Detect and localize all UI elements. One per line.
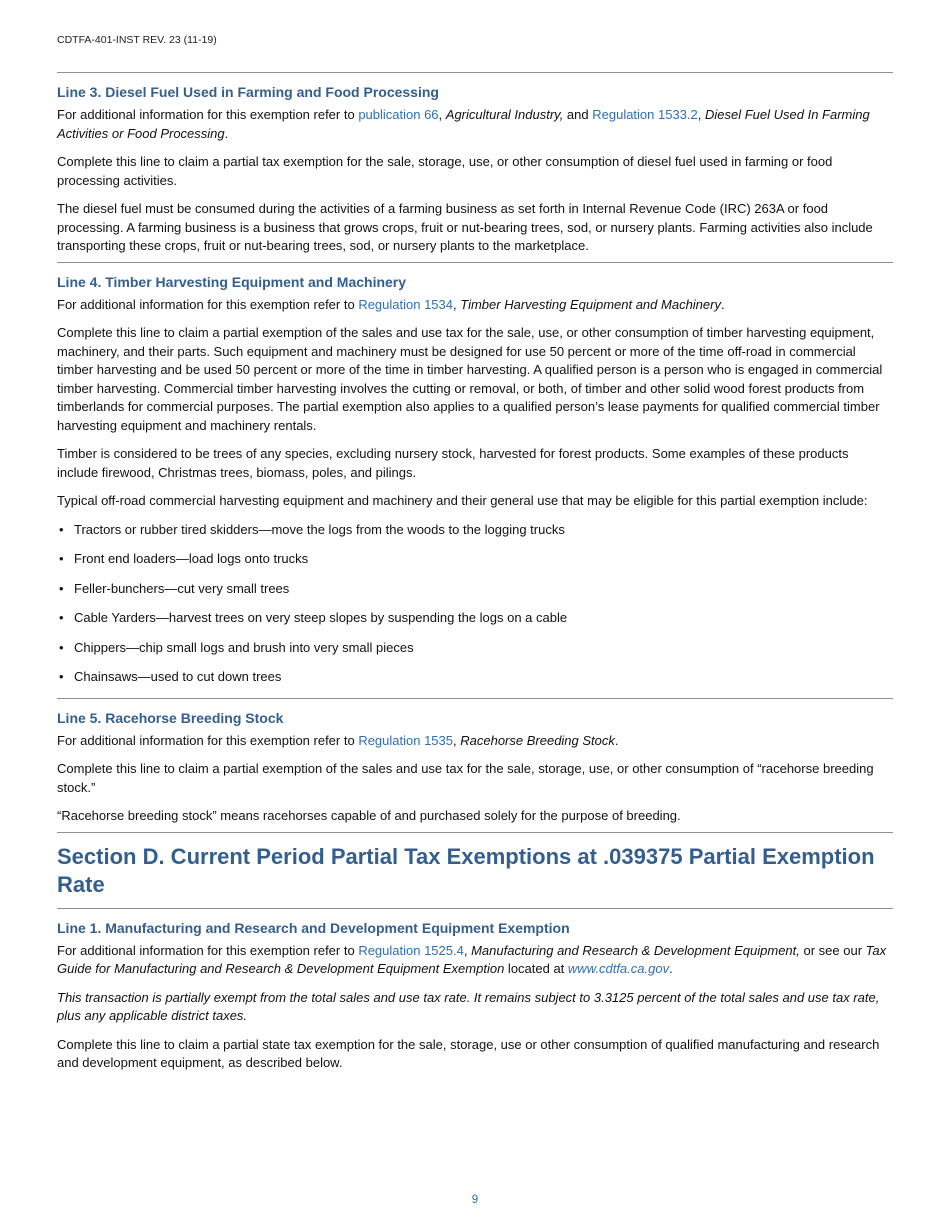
section-line4 — [57, 273, 893, 687]
text-segment: and — [563, 107, 593, 122]
text-segment: , — [453, 732, 461, 748]
text-segment: , — [463, 942, 472, 958]
section-divider — [57, 262, 893, 263]
paragraph — [57, 106, 893, 143]
section-divider — [57, 908, 893, 909]
bullet-item: • Tractors or rubber tired skidders—move the logs from the woods to the logging trucks — [57, 521, 893, 540]
text-segment: Diesel Fuel Used In Farming Activities or Food Processing — [57, 107, 870, 141]
paragraph — [57, 296, 893, 315]
text-segment: Tax Guide for Manufacturing and Research & Development Equipment Exemption — [57, 942, 887, 976]
paragraph: “Racehorse breeding stock” means racehorses capable of and purchased solely for the purpose of breeding. — [57, 808, 681, 823]
bullet-item: • Cable Yarders—harvest trees on very steep slopes by suspending the logs on a cable — [57, 609, 893, 628]
heading-line5: Line 5. Racehorse Breeding Stock — [57, 709, 284, 726]
text-segment: . — [224, 125, 229, 141]
text-segment: , — [453, 296, 461, 312]
paragraph: Complete this line to claim a partial exemption of the sales and use tax for the sale, use, or other consumption of timber harvesting equipment, machinery, and their parts. Such equipment and machinery must be designed for use 50 percent or more of the time off-road in commercial timber harvesting and be used 50 percent or more of the time in timber harvesting. A qualified person is a person who is engaged in commercial timber harvesting. Commercial timber harvesting involves the cutting or removal, or both, of timber and other solid wood forest products from timberlands for commercial purposes. The partial exemption also applies to a qualified person’s lease payments for qualified commercial timber harvesting equipment and machinery rentals. — [57, 325, 883, 433]
text-segment: located at — [504, 961, 568, 976]
text-segment: , — [697, 107, 705, 122]
paragraph — [57, 732, 893, 751]
paragraph-italic-note: This transaction is partially exempt from the total sales and use tax rate. It remains subject to 3.3125 percent of the total sales and use tax rate, plus any applicable district taxes. — [57, 989, 880, 1023]
page-number: 9 — [471, 1194, 479, 1206]
paragraph: Timber is considered to be trees of any species, excluding nursery stock, harvested for forest products. Some examples of these products include firewood, Christmas trees, biomass, poles, and pilings. — [57, 446, 849, 480]
text-link[interactable]: publication 66 — [358, 107, 439, 122]
bullet-item: • Chippers—chip small logs and brush into very small pieces — [57, 639, 893, 658]
paragraph: Typical off-road commercial harvesting equipment and machinery and their general use that may be eligible for this partial exemption include: — [57, 493, 868, 508]
text-link[interactable]: Regulation 1525.4 — [358, 942, 464, 958]
text-link[interactable]: www.cdtfa.ca.gov — [567, 961, 670, 976]
equipment-bullet-list — [57, 521, 893, 687]
paragraph: The diesel fuel must be consumed during the activities of a farming business as set forth in Internal Revenue Code (IRC) 263A or food processing. A farming business is a business that grows crops, fruit or nut-bearing trees, sod, or nursery plants. Farming activities also include transporting these crops, fruit or nut-bearing trees, sod, or nursery plants to the marketplace. — [57, 201, 873, 253]
text-segment: or see our — [799, 942, 866, 958]
text-link[interactable]: Regulation 1534 — [358, 296, 454, 312]
heading-line4: Line 4. Timber Harvesting Equipment and Machinery — [57, 273, 407, 290]
document-id: CDTFA-401-INST REV. 23 (11-19) — [57, 34, 217, 46]
section-line5 — [57, 709, 893, 826]
heading-line1: Line 1. Manufacturing and Research and Development Equipment Exemption — [57, 919, 570, 936]
text-segment: Manufacturing and Research & Development Equipment, — [471, 942, 800, 958]
text-segment: , — [438, 107, 446, 122]
paragraph: Complete this line to claim a partial exemption of the sales and use tax for the sale, storage, use, or other consumption of “racehorse breeding stock.” — [57, 761, 874, 795]
text-segment: Racehorse Breeding Stock — [460, 732, 615, 748]
text-segment: . — [720, 296, 725, 312]
section-divider — [57, 72, 893, 73]
text-link[interactable]: Regulation 1533.2 — [592, 107, 698, 122]
text-segment: . — [669, 961, 673, 976]
heading-line3: Line 3. Diesel Fuel Used in Farming and Food Processing — [57, 84, 439, 100]
text-segment: For additional information for this exemption refer to — [57, 296, 359, 312]
bullet-item: • Feller-bunchers—cut very small trees — [57, 580, 893, 599]
text-segment: For additional information for this exemption refer to — [57, 942, 359, 958]
section-divider — [57, 698, 893, 699]
text-segment: For additional information for this exemption refer to — [57, 732, 359, 748]
bullet-item: • Chainsaws—used to cut down trees — [57, 668, 893, 687]
text-segment: . — [614, 732, 619, 748]
text-segment: For additional information for this exemption refer to — [57, 107, 359, 122]
text-segment: Agricultural Industry, — [445, 107, 564, 122]
paragraph — [57, 942, 893, 979]
paragraph: Complete this line to claim a partial tax exemption for the sale, storage, use, or other consumption of diesel fuel used in farming or food processing activities. — [57, 154, 833, 188]
paragraph: Complete this line to claim a partial state tax exemption for the sale, storage, use or other consumption of qualified manufacturing and research and development equipment, as described below. — [57, 1036, 880, 1070]
section-divider — [57, 832, 893, 833]
section-line1-d — [57, 919, 893, 1073]
bullet-item: • Front end loaders—load logs onto trucks — [57, 550, 893, 569]
heading-section-d: Section D. Current Period Partial Tax Exemptions at .039375 Partial Exemption Rate — [57, 843, 875, 897]
section-line3 — [57, 83, 893, 256]
text-segment: Timber Harvesting Equipment and Machinery — [460, 296, 721, 312]
text-link[interactable]: Regulation 1535 — [358, 732, 454, 748]
